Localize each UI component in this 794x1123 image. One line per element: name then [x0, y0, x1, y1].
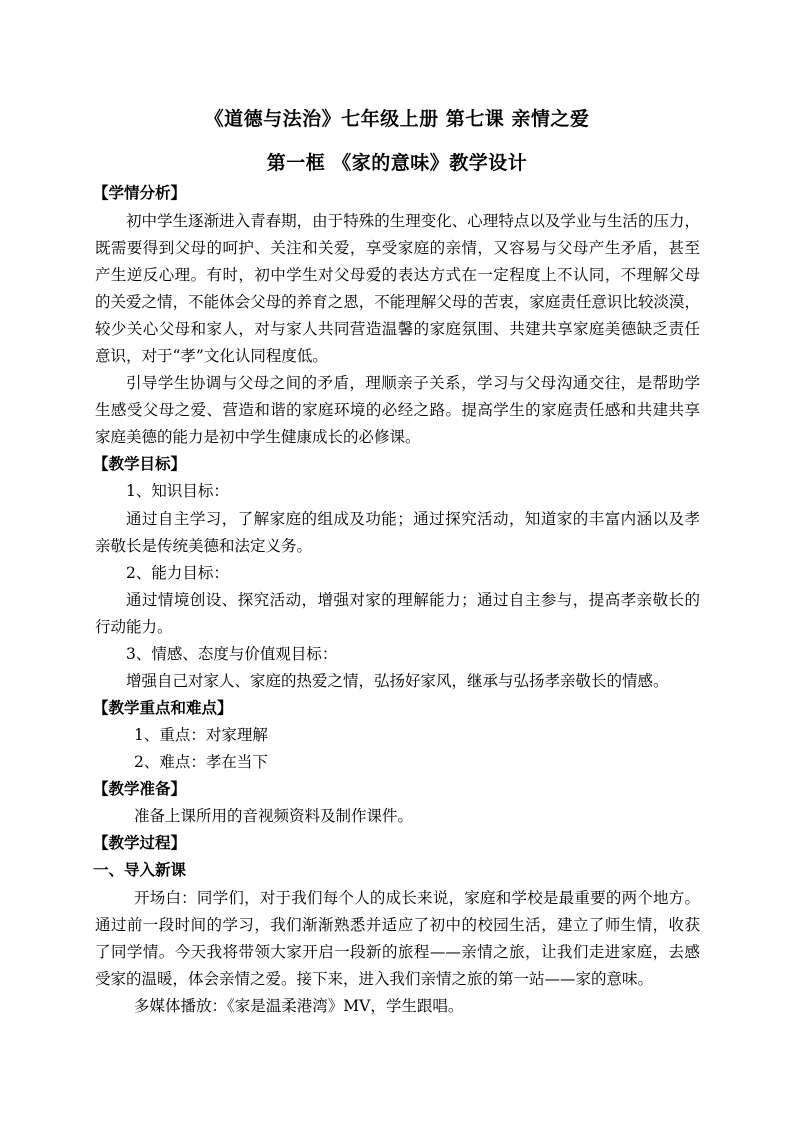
analysis-line: 产生逆反心理。有时，初中学生对父母爱的表达方式在一定程度上不认同，不理解父母 [95, 266, 700, 284]
analysis-line: 家庭美德的能力是初中学生健康成长的必修课。 [95, 428, 421, 446]
difficult-point: 2、难点：孝在当下 [134, 753, 268, 771]
document-title: 《道德与法治》七年级上册 第七课 亲情之爱 [204, 108, 590, 130]
analysis-line: 引导学生协调与父母之间的矛盾，理顺亲子关系，学习与父母沟通交往，是帮助学 [126, 374, 700, 392]
intro-line: 多媒体播放：《家是温柔港湾》MV，学生跟唱。 [134, 997, 464, 1015]
goal-label: 3、情感、态度与价值观目标： [126, 645, 338, 663]
preparation-heading: 【教学准备】 [93, 779, 187, 798]
goals-heading: 【教学目标】 [93, 454, 187, 473]
goal-line: 行动能力。 [95, 618, 173, 636]
analysis-line: 生感受父母之爱、营造和谐的家庭环境的必经之路。提高学生的家庭责任感和共建共享 [95, 401, 700, 419]
analysis-line: 既需要得到父母的呵护、关注和关爱，享受家庭的亲情，又容易与父母产生矛盾，甚至 [95, 239, 700, 257]
goal-label: 1、知识目标： [126, 482, 229, 500]
key-point: 1、重点：对家理解 [134, 726, 268, 744]
preparation-text: 准备上课所用的音视频资料及制作课件。 [134, 807, 414, 825]
key-points-heading: 【教学重点和难点】 [93, 698, 233, 717]
intro-line: 了同学情。今天我将带领大家开启一段新的旅程——亲情之旅，让我们走进家庭，去感 [95, 943, 700, 961]
goal-line: 亲敬长是传统美德和法定义务。 [95, 537, 313, 555]
goal-line: 增强自己对家人、家庭的热爱之情，弘扬好家风，继承与弘扬孝亲敬长的情感。 [126, 672, 669, 690]
document-subtitle: 第一框 《家的意味》教学设计 [266, 152, 528, 174]
goal-label: 2、能力目标： [126, 564, 229, 582]
intro-line: 通过前一段时间的学习，我们渐渐熟悉并适应了初中的校园生活，建立了师生情，收获 [95, 916, 700, 934]
goal-line: 通过自主学习，了解家庭的组成及功能；通过探究活动，知道家的丰富内涵以及孝 [126, 510, 700, 528]
analysis-line: 较少关心父母和家人，对与家人共同营造温馨的家庭氛围、共建共享家庭美德缺乏责任 [95, 320, 700, 338]
analysis-line: 初中学生逐渐进入青春期，由于特殊的生理变化、心理特点以及学业与生活的压力， [126, 212, 700, 230]
analysis-line: 意识，对于“孝”文化认同程度低。 [95, 347, 328, 365]
analysis-heading: 【学情分析】 [93, 183, 187, 202]
intro-line: 受家的温暖，体会亲情之爱。接下来，进入我们亲情之旅的第一站——家的意味。 [95, 970, 654, 988]
analysis-line: 的关爱之情，不能体会父母的养育之恩，不能理解父母的苦衷，家庭责任意识比较淡漠， [95, 293, 700, 311]
process-heading: 【教学过程】 [93, 833, 187, 852]
intro-heading: 一、导入新课 [93, 860, 187, 879]
goal-line: 通过情境创设、探究活动，增强对家的理解能力；通过自主参与，提高孝亲敬长的 [126, 591, 700, 609]
intro-line: 开场白：同学们，对于我们每个人的成长来说，家庭和学校是最重要的两个地方。 [134, 889, 700, 907]
